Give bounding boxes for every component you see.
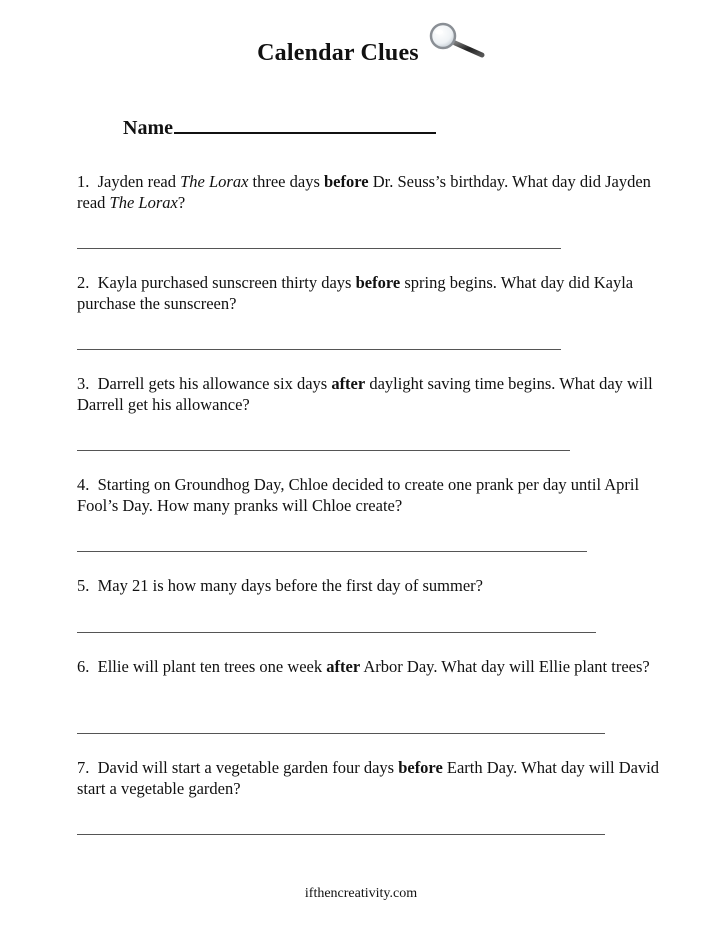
name-blank[interactable] bbox=[174, 114, 436, 134]
question-2: 2. Kayla purchased sunscreen thirty days before spring begins. What day did Kayla purchase the sunscreen? bbox=[77, 273, 634, 313]
keyword: before bbox=[324, 172, 369, 191]
page-title: Calendar Clues bbox=[257, 40, 419, 66]
answer-line-5[interactable] bbox=[77, 632, 596, 633]
question-number: 1. bbox=[77, 172, 90, 191]
answer-line-3[interactable] bbox=[77, 450, 570, 451]
question-number: 5. bbox=[77, 576, 90, 595]
book-title: The Lorax bbox=[109, 193, 178, 212]
question-6: 6. Ellie will plant ten trees one week after Arbor Day. What day will Ellie plant trees? bbox=[77, 657, 650, 676]
keyword: after bbox=[331, 374, 366, 393]
answer-line-4[interactable] bbox=[77, 551, 587, 552]
answer-line-7[interactable] bbox=[77, 834, 605, 835]
answer-line-1[interactable] bbox=[77, 248, 561, 249]
name-label: Name bbox=[123, 117, 173, 139]
question-5: 5. May 21 is how many days before the first day of summer? bbox=[77, 576, 483, 595]
question-3: 3. Darrell gets his allowance six days after daylight saving time begins. What day will Darrell get his allowance? bbox=[77, 374, 653, 414]
question-number: 6. bbox=[77, 657, 90, 676]
question-1: 1. Jayden read The Lorax three days before Dr. Seuss’s birthday. What day did Jayden read The Lorax? bbox=[77, 172, 651, 212]
question-4: 4. Starting on Groundhog Day, Chloe decided to create one prank per day until April Fool’s Day. How many pranks will Chloe create? bbox=[77, 475, 640, 515]
answer-line-6[interactable] bbox=[77, 733, 605, 734]
question-number: 4. bbox=[77, 475, 90, 494]
question-number: 3. bbox=[77, 374, 90, 393]
keyword: before bbox=[355, 273, 401, 292]
keyword: before bbox=[398, 758, 443, 777]
answer-line-2[interactable] bbox=[77, 349, 561, 350]
question-number: 2. bbox=[77, 273, 90, 292]
book-title: The Lorax bbox=[180, 172, 249, 191]
keyword: after bbox=[326, 657, 361, 676]
question-7: 7. David will start a vegetable garden four days before Earth Day. What day will David start a vegetable garden? bbox=[77, 758, 660, 798]
name-field bbox=[123, 114, 436, 140]
question-number: 7. bbox=[77, 758, 90, 777]
magnifying-glass-icon bbox=[428, 22, 486, 62]
footer-url: ifthencreativity.com bbox=[304, 886, 418, 901]
